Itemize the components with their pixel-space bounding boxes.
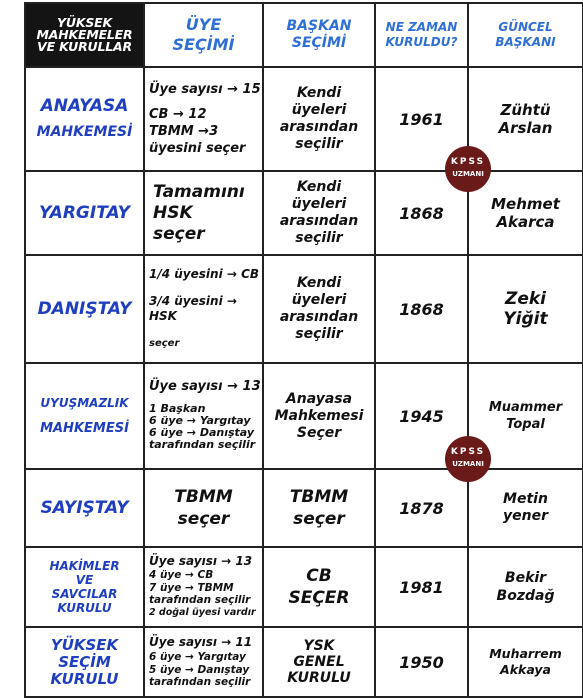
member-line: 1/4 üyesini → CB (149, 267, 260, 281)
president-name-line: Yiğit (503, 309, 548, 329)
president-line: Kendi (296, 85, 342, 101)
member-line: Tamamını (153, 181, 245, 202)
header-baskan-secimi (263, 3, 375, 67)
president-line: Anayasa (285, 390, 353, 407)
court-line: ANAYASA (40, 96, 129, 116)
member-line: 5 üye → Danıştay (149, 663, 250, 676)
badge-text: UZMANI (452, 460, 484, 468)
current-president (468, 627, 583, 697)
court-line: SAYIŞTAY (40, 498, 129, 518)
president-line: seçilir (295, 230, 343, 246)
founded-year: 1945 (375, 363, 468, 469)
member-line: seçer (149, 338, 180, 349)
president-line: SEÇER (288, 588, 350, 608)
member-line: seçer (177, 509, 230, 529)
corner-header (25, 3, 144, 67)
table-row (25, 171, 583, 255)
president-line: Kendi (296, 275, 342, 291)
president-line: Mahkemesi (274, 407, 364, 424)
member-selection (144, 469, 263, 547)
court-line: HAKİMLER (49, 559, 120, 573)
header-text: GÜNCEL (498, 20, 553, 34)
member-line: Üye sayısı → 13 (149, 379, 261, 394)
court-name (25, 255, 144, 363)
header-ne-zaman (375, 3, 468, 67)
member-line: 6 üye → Danıştay (149, 426, 255, 439)
court-line: MAHKEMESİ (40, 421, 129, 436)
president-line: Seçer (296, 424, 342, 441)
badge-text: KPSS (450, 157, 486, 167)
header-text: SEÇİMİ (172, 35, 235, 54)
court-line: YÜKSEK (50, 635, 119, 654)
president-line: üyeleri (291, 102, 347, 118)
member-line: Üye sayısı → 15 (149, 82, 261, 97)
president-name-line: Bozdağ (496, 588, 555, 604)
member-selection (144, 67, 263, 171)
table-row (25, 67, 583, 171)
president-selection (263, 255, 375, 363)
court-name (25, 363, 144, 469)
member-selection (144, 363, 263, 469)
president-line: CB (306, 566, 332, 586)
president-name-line: Bekir (504, 570, 547, 586)
table-row (25, 547, 583, 627)
president-line: üyeleri (291, 292, 347, 308)
president-selection (263, 171, 375, 255)
member-line: CB → 12 (149, 107, 207, 122)
member-selection (144, 171, 263, 255)
founded-year: 1868 (375, 255, 468, 363)
kpss-uzmani-badge (445, 436, 491, 482)
president-name-line: Zeki (505, 289, 546, 309)
header-text: SEÇİMİ (291, 35, 347, 51)
president-name-line: Arslan (498, 119, 553, 137)
member-line: seçer (153, 223, 205, 244)
president-line: seçilir (295, 326, 343, 342)
member-line: Üye sayısı → 13 (149, 553, 253, 568)
member-selection (144, 255, 263, 363)
header-text: ÜYE (185, 15, 222, 34)
president-name-line: yener (503, 508, 548, 524)
president-name-line: Akkaya (500, 662, 551, 677)
member-line: HSK (153, 202, 193, 223)
header-text: KURULDU? (385, 35, 458, 49)
president-selection (263, 627, 375, 697)
member-line: 2 doğal üyesi vardır (149, 606, 256, 618)
president-selection (263, 67, 375, 171)
court-name (25, 547, 144, 627)
corner-line: VE KURULLAR (37, 39, 132, 54)
header-guncel-baskan (468, 3, 583, 67)
president-line: seçer (293, 509, 345, 529)
member-line: Üye sayısı → 11 (149, 634, 253, 649)
header-text: BAŞKAN (286, 18, 352, 34)
president-name-line: Zühtü (500, 101, 551, 119)
president-selection (263, 469, 375, 547)
founded-year: 1961 (375, 67, 468, 171)
president-name-line: Akarca (496, 213, 555, 231)
table-row (25, 255, 583, 363)
president-name-line: Metin (503, 491, 548, 507)
table-row (25, 627, 583, 697)
president-name-line: Muharrem (489, 646, 562, 661)
court-line: YARGITAY (38, 203, 130, 223)
member-line: 3/4 üyesini → HSK (149, 294, 237, 323)
member-line: 7 üye → TBMM (149, 581, 234, 594)
court-line: DANIŞTAY (37, 299, 132, 319)
member-line: TBMM →3 (149, 124, 219, 139)
president-line: TBMM (289, 487, 349, 507)
member-line: tarafından seçilir (149, 438, 256, 451)
court-line: KURULU (50, 669, 119, 688)
president-line: Kendi (296, 179, 342, 195)
current-president (468, 547, 583, 627)
court-line: SAVCILAR (51, 587, 118, 601)
member-line: tarafından seçilir (149, 676, 251, 688)
member-line: 4 üye → CB (149, 569, 214, 582)
header-uye-secimi (144, 3, 263, 67)
court-line: UYUŞMAZLIK (40, 396, 129, 410)
court-name (25, 627, 144, 697)
courts-table (24, 2, 583, 698)
member-line: üyesini seçer (149, 141, 246, 156)
president-line: arasından (279, 309, 359, 325)
kpss-uzmani-badge (445, 146, 491, 192)
badge-text: KPSS (450, 447, 486, 457)
president-name-line: Muammer (488, 400, 563, 415)
court-name (25, 171, 144, 255)
header-row (25, 3, 583, 67)
corner-line: MAHKEMELER (36, 27, 133, 42)
president-line: arasından (279, 213, 359, 229)
corner-line: YÜKSEK (57, 15, 112, 30)
court-line: KURULU (57, 601, 112, 615)
president-selection (263, 363, 375, 469)
table-row (25, 469, 583, 547)
header-text: BAŞKANI (495, 35, 556, 49)
member-line: tarafından seçilir (149, 594, 251, 607)
header-text: NE ZAMAN (385, 20, 458, 34)
founded-year: 1878 (375, 469, 468, 547)
president-line: YSK (303, 638, 335, 654)
president-name-line: Topal (506, 417, 545, 432)
badge-text: UZMANI (452, 170, 484, 178)
president-line: üyeleri (291, 196, 347, 212)
founded-year: 1950 (375, 627, 468, 697)
president-line: seçilir (295, 136, 343, 152)
president-selection (263, 547, 375, 627)
member-selection (144, 627, 263, 697)
president-name-line: Mehmet (491, 195, 560, 213)
court-line: VE (75, 573, 94, 587)
president-line: GENEL (293, 654, 345, 670)
member-line: TBMM (174, 487, 233, 507)
current-president (468, 255, 583, 363)
court-name (25, 67, 144, 171)
member-line: 6 üye → Yargıtay (149, 651, 246, 663)
founded-year: 1868 (375, 171, 468, 255)
president-line: arasından (279, 119, 359, 135)
current-president (468, 469, 583, 547)
member-selection (144, 547, 263, 627)
court-name (25, 469, 144, 547)
court-line: MAHKEMESİ (36, 124, 133, 140)
president-line: KURULU (287, 670, 351, 686)
table-row (25, 363, 583, 469)
member-line: 1 Başkan (149, 402, 206, 415)
member-line: 6 üye → Yargıtay (149, 414, 251, 427)
founded-year: 1981 (375, 547, 468, 627)
court-line: SEÇİM (58, 652, 111, 671)
